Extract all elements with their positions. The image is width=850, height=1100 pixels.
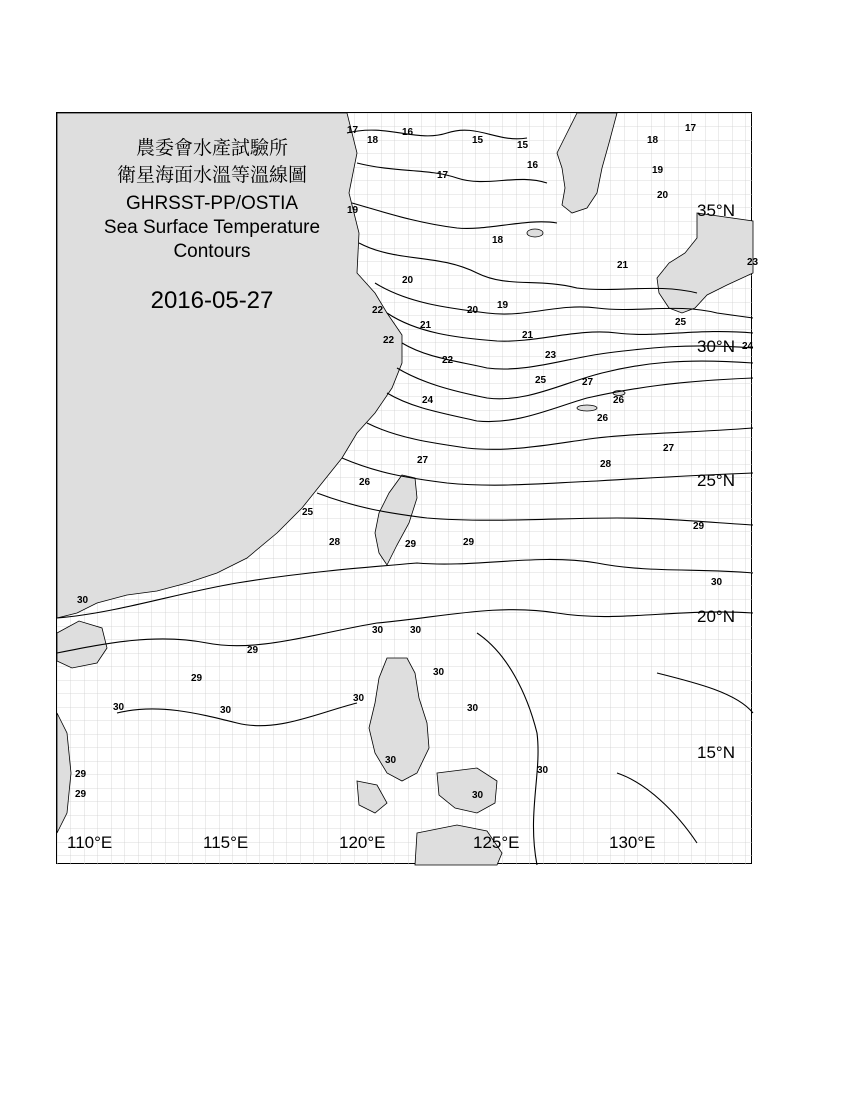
contour-label-30: 30: [372, 625, 384, 636]
contour-label-30: 30: [711, 577, 723, 588]
contour-label-27: 27: [417, 455, 429, 466]
lat-label-20n: 20°N: [697, 607, 735, 626]
contour-label-30: 30: [410, 625, 422, 636]
contour-label-17: 17: [437, 170, 449, 181]
contour-label-25: 25: [535, 375, 547, 386]
contour-label-29: 29: [75, 789, 87, 800]
contour-label-18: 18: [647, 135, 659, 146]
title-chart-name-en-2: Contours: [173, 241, 251, 262]
contour-label-22: 22: [442, 355, 454, 366]
contour-label-29: 29: [463, 537, 475, 548]
contour-label-19: 19: [347, 205, 359, 216]
contour-label-30: 30: [433, 667, 445, 678]
title-product: GHRSST-PP/OSTIA: [125, 193, 299, 214]
contour-label-22: 22: [383, 335, 395, 346]
contour-label-26: 26: [597, 413, 609, 424]
contour-label-17: 17: [685, 123, 697, 134]
contour-label-30: 30: [467, 703, 479, 714]
contour-label-22: 22: [372, 305, 384, 316]
contour-label-20: 20: [467, 305, 479, 316]
contour-label-16: 16: [402, 127, 414, 138]
contour-label-30: 30: [113, 702, 125, 713]
lat-label-30n: 30°N: [697, 337, 735, 356]
title-chart-name-zh: 衛星海面水溫等溫線圖: [116, 164, 307, 186]
contour-label-21: 21: [617, 260, 629, 271]
contour-label-30: 30: [385, 755, 397, 766]
jeju-island: [527, 229, 543, 237]
title-chart-name-en: Sea Surface Temperature: [103, 217, 321, 238]
sst-contour-map: [56, 112, 759, 864]
contour-label-17: 17: [347, 125, 359, 136]
contour-label-23: 23: [545, 350, 557, 361]
contour-label-18: 18: [367, 135, 379, 146]
contour-label-16: 16: [527, 160, 539, 171]
contour-label-21: 21: [522, 330, 534, 341]
contour-label-26: 26: [613, 395, 625, 406]
contour-label-25: 25: [675, 317, 687, 328]
contour-label-19: 19: [652, 165, 664, 176]
contour-label-30: 30: [77, 595, 89, 606]
contour-label-27: 27: [582, 377, 594, 388]
contour-label-19: 19: [497, 300, 509, 311]
lon-label-125e: 125°E: [473, 833, 520, 852]
contour-label-30: 30: [472, 790, 484, 801]
lon-label-130e: 130°E: [609, 833, 656, 852]
contour-label-24: 24: [742, 341, 754, 352]
contour-label-29: 29: [693, 521, 705, 532]
contour-label-30: 30: [353, 693, 365, 704]
contour-label-20: 20: [402, 275, 414, 286]
lat-label-35n: 35°N: [697, 201, 735, 220]
map-date: 2016-05-27: [150, 287, 274, 314]
contour-label-28: 28: [600, 459, 612, 470]
contour-label-30: 30: [537, 765, 549, 776]
contour-label-25: 25: [302, 507, 314, 518]
title-org: 農委會水產試驗所: [135, 137, 288, 159]
contour-label-29: 29: [75, 769, 87, 780]
contour-label-29: 29: [191, 673, 203, 684]
lon-label-110e: 110°E: [67, 833, 113, 852]
contour-label-30: 30: [220, 705, 232, 716]
contour-label-20: 20: [657, 190, 669, 201]
lon-label-120e: 120°E: [339, 833, 386, 852]
lat-label-25n: 25°N: [697, 471, 735, 490]
contour-label-29: 29: [405, 539, 417, 550]
lat-label-15n: 15°N: [697, 743, 735, 762]
contour-label-29: 29: [247, 645, 259, 656]
contour-label-15: 15: [472, 135, 484, 146]
contour-label-15: 15: [517, 140, 529, 151]
contour-label-24: 24: [422, 395, 434, 406]
contour-label-21: 21: [420, 320, 432, 331]
contour-label-23: 23: [747, 257, 759, 268]
contour-label-26: 26: [359, 477, 371, 488]
lon-label-115e: 115°E: [203, 833, 249, 852]
contour-label-27: 27: [663, 443, 675, 454]
contour-label-18: 18: [492, 235, 504, 246]
okinawa: [577, 405, 597, 411]
contour-label-28: 28: [329, 537, 341, 548]
